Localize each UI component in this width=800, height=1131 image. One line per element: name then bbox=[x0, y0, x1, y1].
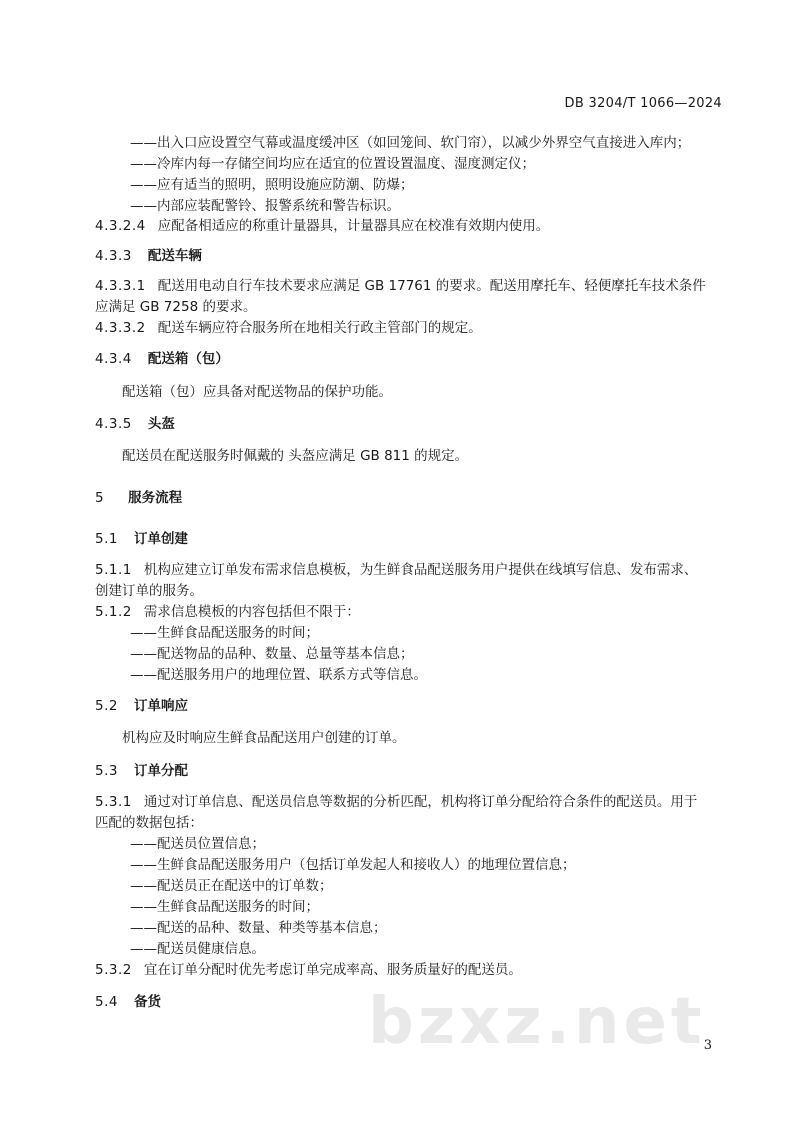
list-item: ——生鲜食品配送服务的时间； bbox=[130, 625, 319, 641]
clause-number: 5.1.2 bbox=[95, 604, 132, 620]
clause-number: 4.3.2.4 bbox=[95, 218, 146, 234]
clause-number: 4.3.3.2 bbox=[95, 320, 146, 336]
chapter-number: 5 bbox=[95, 490, 105, 506]
list-item: ——配送的品种、数量、种类等基本信息； bbox=[130, 920, 387, 936]
paragraph: 配送箱（包）应具备对配送物品的保护功能。 bbox=[122, 384, 392, 400]
list-item: ——内部应装配警铃、报警系统和警告标识。 bbox=[130, 198, 400, 214]
paragraph: 配送员在配送服务时佩戴的 头盔应满足 GB 811 的规定。 bbox=[122, 448, 469, 464]
clause-text: 配送用电动自行车技术要求应满足 GB 17761 的要求。配送用摩托车、轻便摩托车技术条件 bbox=[157, 278, 706, 294]
section-heading-5-1 bbox=[95, 529, 188, 549]
section-title: 订单响应 bbox=[133, 698, 188, 714]
section-heading-4-3-5 bbox=[95, 414, 175, 434]
clause-5-3-1 bbox=[95, 792, 697, 812]
section-number: 4.3.4 bbox=[95, 351, 132, 367]
list-item: ——应有适当的照明，照明设施应防潮、防爆； bbox=[130, 177, 414, 193]
section-heading-5-4 bbox=[95, 992, 161, 1012]
document-code: DB 3204/T 1066—2024 bbox=[564, 96, 722, 111]
section-number: 5.3 bbox=[95, 763, 118, 779]
list-item: ——配送物品的品种、数量、总量等基本信息； bbox=[130, 646, 414, 662]
list-item: ——配送服务用户的地理位置、联系方式等信息。 bbox=[130, 667, 427, 683]
clause-number: 5.3.1 bbox=[95, 794, 132, 810]
clause-text: 宜在订单分配时优先考虑订单完成率高、服务质量好的配送员。 bbox=[143, 962, 522, 978]
section-heading-4-3-3 bbox=[95, 246, 202, 266]
clause-4-3-2-4 bbox=[95, 216, 549, 236]
section-title: 配送箱（包） bbox=[147, 351, 229, 367]
clause-5-3-2 bbox=[95, 960, 522, 980]
clause-number: 5.1.1 bbox=[95, 562, 132, 578]
section-title: 订单分配 bbox=[133, 763, 188, 779]
chapter-title: 服务流程 bbox=[128, 490, 183, 506]
list-item: ——配送员正在配送中的订单数； bbox=[130, 878, 333, 894]
section-title: 备货 bbox=[133, 994, 161, 1010]
clause-text-continued: 应满足 GB 7258 的要求。 bbox=[95, 299, 257, 315]
list-item: ——配送员健康信息。 bbox=[130, 941, 265, 957]
page-number: 3 bbox=[703, 1038, 712, 1053]
list-item: ——出入口应设置空气幕或温度缓冲区（如回笼间、软门帘），以减少外界空气直接进入库内； bbox=[130, 135, 691, 151]
clause-5-1-1 bbox=[95, 560, 697, 580]
section-number: 5.1 bbox=[95, 531, 118, 547]
section-title: 头盔 bbox=[147, 416, 175, 432]
section-heading-4-3-4 bbox=[95, 349, 229, 369]
clause-5-1-2 bbox=[95, 602, 360, 622]
clause-number: 4.3.3.1 bbox=[95, 278, 146, 294]
clause-4-3-3-2 bbox=[95, 318, 482, 338]
clause-text: 需求信息模板的内容包括但不限于： bbox=[143, 604, 360, 620]
clause-text: 机构应建立订单发布需求信息模板，为生鲜食品配送服务用户提供在线填写信息、发布需求、 bbox=[143, 562, 698, 578]
section-number: 5.4 bbox=[95, 994, 118, 1010]
list-item: ——生鲜食品配送服务用户（包括订单发起人和接收人）的地理位置信息； bbox=[130, 857, 576, 873]
list-item: ——配送员位置信息； bbox=[130, 836, 265, 852]
paragraph: 机构应及时响应生鲜食品配送用户创建的订单。 bbox=[122, 730, 406, 746]
section-title: 订单创建 bbox=[133, 531, 188, 547]
section-heading-5-2 bbox=[95, 696, 188, 716]
section-number: 5.2 bbox=[95, 698, 118, 714]
list-item: ——冷库内每一存储空间均应在适宜的位置设置温度、湿度测定仪； bbox=[130, 156, 535, 172]
clause-text: 通过对订单信息、配送员信息等数据的分析匹配，机构将订单分配给符合条件的配送员。用于 bbox=[143, 794, 698, 810]
clause-text: 配送车辆应符合服务所在地相关行政主管部门的规定。 bbox=[157, 320, 482, 336]
section-number: 4.3.3 bbox=[95, 248, 132, 264]
clause-4-3-3-1 bbox=[95, 276, 706, 296]
clause-text-continued: 匹配的数据包括： bbox=[95, 815, 203, 831]
watermark: bzxz.net bbox=[368, 985, 706, 1059]
clause-number: 5.3.2 bbox=[95, 962, 132, 978]
clause-text-continued: 创建订单的服务。 bbox=[95, 583, 203, 599]
clause-text: 应配备相适应的称重计量器具，计量器具应在校准有效期内使用。 bbox=[157, 218, 550, 234]
section-number: 4.3.5 bbox=[95, 416, 132, 432]
chapter-heading-5 bbox=[95, 488, 182, 508]
list-item: ——生鲜食品配送服务的时间； bbox=[130, 899, 319, 915]
section-heading-5-3 bbox=[95, 761, 188, 781]
section-title: 配送车辆 bbox=[147, 248, 202, 264]
